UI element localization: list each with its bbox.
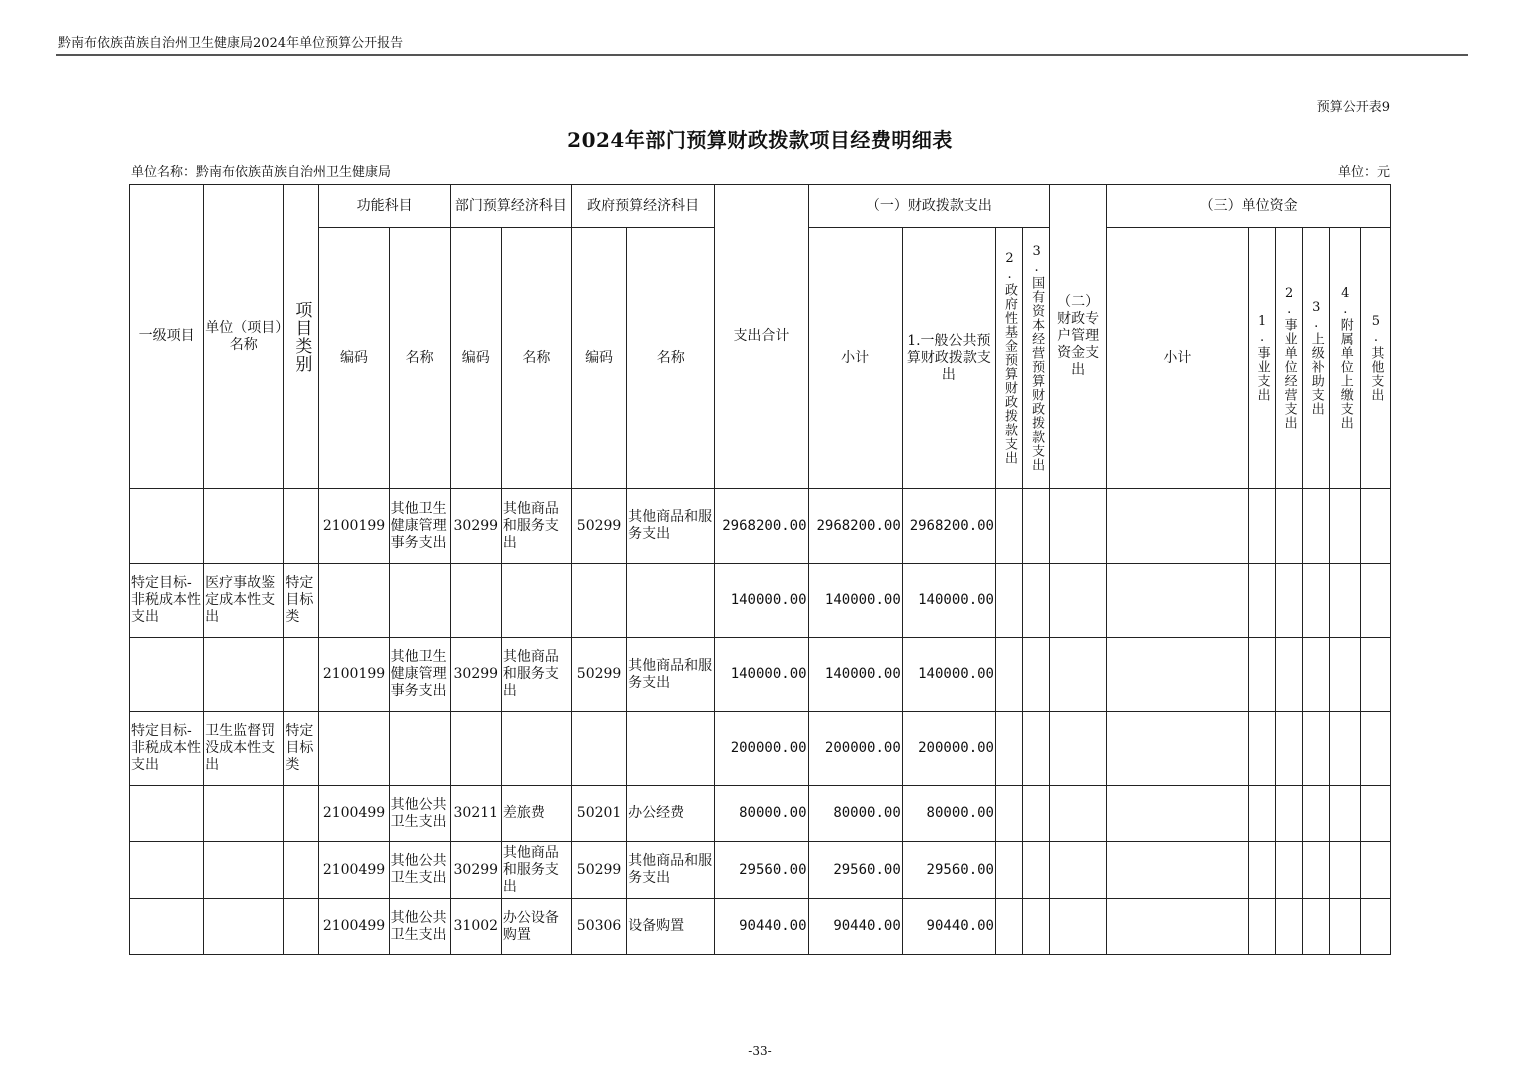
project-type-cell [284, 638, 319, 712]
header-career-income: 1.事业支出 [1248, 228, 1275, 489]
header-unit-funds-group: （三）单位资金 [1107, 185, 1391, 228]
first-level-cell [130, 899, 204, 955]
empty-cell [1329, 638, 1360, 712]
empty-cell [1050, 638, 1107, 712]
header-project-type: 项目类别 [284, 185, 319, 489]
general-public-cell: 200000.00 [902, 712, 995, 786]
empty-cell [1107, 489, 1248, 564]
empty-cell [1329, 786, 1360, 842]
func-code-cell [319, 712, 389, 786]
empty-cell [1329, 489, 1360, 564]
project-type-cell [284, 842, 319, 899]
empty-cell [1107, 786, 1248, 842]
gov-name-cell [627, 712, 715, 786]
empty-cell [1275, 842, 1302, 899]
gov-code-cell [572, 712, 627, 786]
header-gov-code: 编码 [572, 228, 627, 489]
empty-cell [1023, 842, 1050, 899]
empty-cell [995, 712, 1022, 786]
unit-name: 单位名称：黔南布依族苗族自治州卫生健康局 [131, 165, 392, 180]
gov-code-cell: 50299 [572, 842, 627, 899]
empty-cell [1302, 489, 1329, 564]
func-name-cell: 其他公共卫生支出 [389, 899, 450, 955]
header-special-account: （二）财政专户管理资金支出 [1050, 185, 1107, 489]
empty-cell [1302, 564, 1329, 638]
unit-project-cell: 卫生监督罚没成本性支出 [204, 712, 284, 786]
first-level-cell: 特定目标-非税成本性支出 [130, 564, 204, 638]
func-name-cell: 其他卫生健康管理事务支出 [389, 489, 450, 564]
total-cell: 29560.00 [715, 842, 808, 899]
fiscal-subtotal-cell: 90440.00 [808, 899, 902, 955]
empty-cell [1107, 712, 1248, 786]
table-row [130, 786, 1391, 842]
empty-cell [1275, 489, 1302, 564]
empty-cell [1107, 564, 1248, 638]
empty-cell [1023, 786, 1050, 842]
empty-cell [1050, 564, 1107, 638]
unit-project-cell [204, 786, 284, 842]
empty-cell [1050, 899, 1107, 955]
project-type-cell [284, 786, 319, 842]
header-rule [56, 54, 1468, 56]
header-other: 5.其他支出 [1360, 228, 1390, 489]
total-cell: 140000.00 [715, 638, 808, 712]
header-unit-subtotal: 小计 [1107, 228, 1248, 489]
func-code-cell [319, 564, 389, 638]
form-number: 预算公开表9 [1316, 100, 1390, 115]
project-type-cell [284, 489, 319, 564]
dept-name-cell: 办公设备购置 [501, 899, 571, 955]
empty-cell [1023, 638, 1050, 712]
empty-cell [1023, 899, 1050, 955]
project-type-cell: 特定目标类 [284, 564, 319, 638]
table-row [130, 489, 1391, 564]
currency-unit: 单位：元 [1337, 165, 1390, 180]
table-row [130, 564, 1391, 638]
empty-cell [1023, 712, 1050, 786]
header-fiscal-group: （一）财政拨款支出 [808, 185, 1050, 228]
header-state-capital: 3.国有资本经营预算财政拨款支出 [1023, 228, 1050, 489]
func-name-cell: 其他公共卫生支出 [389, 842, 450, 899]
first-level-cell: 特定目标-非税成本性支出 [130, 712, 204, 786]
first-level-cell [130, 638, 204, 712]
header-dept-name: 名称 [501, 228, 571, 489]
dept-code-cell: 30211 [450, 786, 501, 842]
budget-table [129, 184, 1391, 955]
header-dept-code: 编码 [450, 228, 501, 489]
header-unit-project: 单位（项目）名称 [204, 185, 284, 489]
empty-cell [1302, 712, 1329, 786]
general-public-cell: 2968200.00 [902, 489, 995, 564]
empty-cell [1360, 564, 1390, 638]
empty-cell [1360, 489, 1390, 564]
dept-code-cell: 30299 [450, 638, 501, 712]
empty-cell [1023, 564, 1050, 638]
empty-cell [1275, 786, 1302, 842]
unit-project-cell [204, 842, 284, 899]
dept-name-cell: 其他商品和服务支出 [501, 842, 571, 899]
func-code-cell: 2100499 [319, 842, 389, 899]
empty-cell [1248, 564, 1275, 638]
empty-cell [995, 564, 1022, 638]
empty-cell [995, 489, 1022, 564]
empty-cell [1329, 899, 1360, 955]
total-cell: 140000.00 [715, 564, 808, 638]
empty-cell [1050, 489, 1107, 564]
dept-name-cell [501, 564, 571, 638]
page-title: 2024年部门预算财政拨款项目经费明细表 [567, 128, 953, 152]
empty-cell [1302, 638, 1329, 712]
header-first-level: 一级项目 [130, 185, 204, 489]
empty-cell [1360, 899, 1390, 955]
unit-project-cell [204, 899, 284, 955]
total-cell: 90440.00 [715, 899, 808, 955]
header-general-public: 1.一般公共预算财政拨款支出 [902, 228, 995, 489]
empty-cell [1248, 899, 1275, 955]
empty-cell [1248, 489, 1275, 564]
header-gov-name: 名称 [627, 228, 715, 489]
general-public-cell: 90440.00 [902, 899, 995, 955]
empty-cell [1275, 564, 1302, 638]
empty-cell [1360, 638, 1390, 712]
dept-name-cell: 其他商品和服务支出 [501, 489, 571, 564]
dept-name-cell: 其他商品和服务支出 [501, 638, 571, 712]
total-cell: 2968200.00 [715, 489, 808, 564]
empty-cell [1329, 564, 1360, 638]
unit-project-cell [204, 638, 284, 712]
first-level-cell [130, 489, 204, 564]
empty-cell [1302, 842, 1329, 899]
empty-cell [1248, 786, 1275, 842]
project-type-cell [284, 899, 319, 955]
func-code-cell: 2100199 [319, 489, 389, 564]
empty-cell [1050, 786, 1107, 842]
header-superior-subsidy: 3.上级补助支出 [1302, 228, 1329, 489]
page-number: -33- [748, 1044, 772, 1058]
table-row [130, 842, 1391, 899]
empty-cell [1248, 712, 1275, 786]
general-public-cell: 140000.00 [902, 564, 995, 638]
first-level-cell [130, 786, 204, 842]
general-public-cell: 29560.00 [902, 842, 995, 899]
fiscal-subtotal-cell: 200000.00 [808, 712, 902, 786]
dept-code-cell [450, 712, 501, 786]
empty-cell [995, 842, 1022, 899]
dept-name-cell [501, 712, 571, 786]
empty-cell [1329, 712, 1360, 786]
header-affiliate-payment: 4.附属单位上缴支出 [1329, 228, 1360, 489]
dept-code-cell: 31002 [450, 899, 501, 955]
general-public-cell: 80000.00 [902, 786, 995, 842]
header-gov-fund: 2.政府性基金预算财政拨款支出 [995, 228, 1022, 489]
gov-name-cell: 其他商品和服务支出 [627, 842, 715, 899]
empty-cell [1275, 712, 1302, 786]
unit-project-cell: 医疗事故鉴定成本性支出 [204, 564, 284, 638]
total-cell: 80000.00 [715, 786, 808, 842]
func-name-cell: 其他公共卫生支出 [389, 786, 450, 842]
dept-code-cell [450, 564, 501, 638]
header-dept-econ: 部门预算经济科目 [450, 185, 571, 228]
dept-code-cell: 30299 [450, 489, 501, 564]
empty-cell [1275, 899, 1302, 955]
func-code-cell: 2100199 [319, 638, 389, 712]
gov-code-cell: 50299 [572, 489, 627, 564]
func-code-cell: 2100499 [319, 786, 389, 842]
func-code-cell: 2100499 [319, 899, 389, 955]
gov-name-cell: 其他商品和服务支出 [627, 489, 715, 564]
empty-cell [1302, 786, 1329, 842]
empty-cell [1050, 712, 1107, 786]
func-name-cell [389, 712, 450, 786]
fiscal-subtotal-cell: 80000.00 [808, 786, 902, 842]
func-name-cell: 其他卫生健康管理事务支出 [389, 638, 450, 712]
unit-project-cell [204, 489, 284, 564]
empty-cell [1302, 899, 1329, 955]
empty-cell [1050, 842, 1107, 899]
empty-cell [1329, 842, 1360, 899]
gov-code-cell: 50201 [572, 786, 627, 842]
running-head: 黔南布依族苗族自治州卫生健康局2024年单位预算公开报告 [58, 36, 404, 51]
gov-code-cell: 50299 [572, 638, 627, 712]
empty-cell [995, 786, 1022, 842]
header-fiscal-subtotal: 小计 [808, 228, 902, 489]
project-type-cell: 特定目标类 [284, 712, 319, 786]
total-cell: 200000.00 [715, 712, 808, 786]
gov-name-cell: 其他商品和服务支出 [627, 638, 715, 712]
table-row [130, 638, 1391, 712]
first-level-cell [130, 842, 204, 899]
header-gov-econ: 政府预算经济科目 [572, 185, 715, 228]
gov-name-cell: 设备购置 [627, 899, 715, 955]
dept-code-cell: 30299 [450, 842, 501, 899]
gov-code-cell [572, 564, 627, 638]
empty-cell [995, 899, 1022, 955]
fiscal-subtotal-cell: 2968200.00 [808, 489, 902, 564]
header-func-subject: 功能科目 [319, 185, 450, 228]
empty-cell [1360, 712, 1390, 786]
dept-name-cell: 差旅费 [501, 786, 571, 842]
fiscal-subtotal-cell: 29560.00 [808, 842, 902, 899]
general-public-cell: 140000.00 [902, 638, 995, 712]
gov-name-cell: 办公经费 [627, 786, 715, 842]
empty-cell [1107, 842, 1248, 899]
empty-cell [1107, 638, 1248, 712]
func-name-cell [389, 564, 450, 638]
header-func-code: 编码 [319, 228, 389, 489]
empty-cell [1023, 489, 1050, 564]
fiscal-subtotal-cell: 140000.00 [808, 564, 902, 638]
table-row [130, 712, 1391, 786]
empty-cell [1248, 638, 1275, 712]
gov-code-cell: 50306 [572, 899, 627, 955]
header-total: 支出合计 [715, 185, 808, 489]
empty-cell [1248, 842, 1275, 899]
header-func-name: 名称 [389, 228, 450, 489]
header-career-operation: 2.事业单位经营支出 [1275, 228, 1302, 489]
fiscal-subtotal-cell: 140000.00 [808, 638, 902, 712]
empty-cell [1360, 786, 1390, 842]
gov-name-cell [627, 564, 715, 638]
empty-cell [1360, 842, 1390, 899]
empty-cell [995, 638, 1022, 712]
empty-cell [1107, 899, 1248, 955]
table-row [130, 899, 1391, 955]
empty-cell [1275, 638, 1302, 712]
